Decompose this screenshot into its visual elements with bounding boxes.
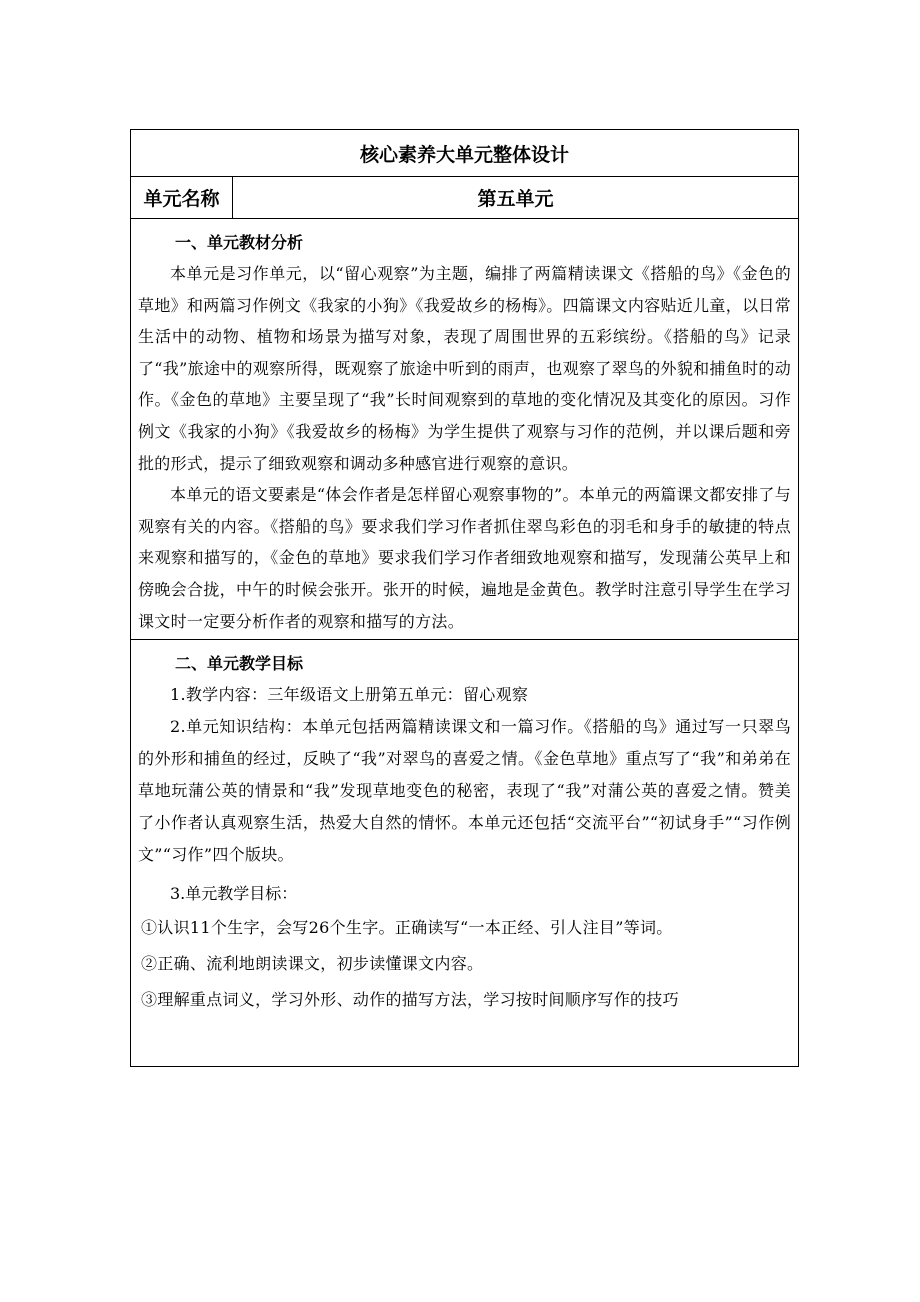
analysis-cell xyxy=(131,219,799,640)
section-heading-analysis: 一、单元教材分析 xyxy=(175,233,304,252)
goals-cell xyxy=(131,640,799,1067)
analysis-row xyxy=(131,219,799,640)
goals-row xyxy=(131,640,799,1067)
analysis-paragraph-2: 本单元的语文要素是“体会作者是怎样留心观察事物的”。本单元的两篇课文都安排了与观察有关的内容。《搭船的鸟》要求我们学习作者抓住翠鸟彩色的羽毛和身手的敏捷的特点来观察和描写的，《金色的草地》要求我们学习作者细致地观察和描写，发现蒲公英早上和傍晚会合拢，中午的时候会张开。张开的时候，遍地是金黄色。教学时注意引导学生在学习课文时一定要分析作者的观察和描写的方法。 xyxy=(138,485,792,631)
section-heading-goals: 二、单元教学目标 xyxy=(175,654,304,674)
unit-row xyxy=(131,177,799,219)
goal-item-1: ①认识11个生字，会写26个生字。正确读写“一本正经、引人注目”等词。 xyxy=(141,917,673,937)
design-table xyxy=(130,129,799,1067)
unit-name-value: 第五单元 xyxy=(233,177,799,219)
teaching-content-item: 1.教学内容：三年级语文上册第五单元：留心观察 xyxy=(170,685,529,705)
table-title: 核心素养大单元整体设计 xyxy=(131,130,799,177)
goal-item-2: ②正确、流利地朗读课文，初步读懂课文内容。 xyxy=(141,953,484,973)
title-row xyxy=(131,130,799,177)
unit-name-label: 单元名称 xyxy=(131,177,233,219)
teaching-goals-label: 3.单元教学目标： xyxy=(170,883,298,903)
analysis-paragraph-1: 本单元是习作单元，以“留心观察”为主题，编排了两篇精读课文《搭船的鸟》《金色的草地》和两篇习作例文《我家的小狗》《我爱故乡的杨梅》。四篇课文内容贴近儿童，以日常生活中的动物、植物和场景为描写对象，表现了周围世界的五彩缤纷。《搭船的鸟》记录了“我”旅途中的观察所得，既观察了旅途中听到的雨声，也观察了翠鸟的外貌和捕鱼时的动作。《金色的草地》主要呈现了“我”长时间观察到的草地的变化情况及其变化的原因。习作例文《我家的小狗》《我爱故乡的杨梅》为学生提供了观察与习作的范例，并以课后题和旁批的形式，提示了细致观察和调动多种感官进行观察的意识。 xyxy=(138,264,792,473)
knowledge-structure-item: 2.单元知识结构：本单元包括两篇精读课文和一篇习作。《搭船的鸟》通过写一只翠鸟的外形和捕鱼的经过，反映了“我”对翠鸟的喜爱之情。《金色草地》重点写了“我”和弟弟在草地玩蒲公英的情景和“我”发现草地变色的秘密，表现了“我”对蒲公英的喜爱之情。赞美了小作者认真观察生活，热爱大自然的情怀。本单元还包括“交流平台”“初试身手”“习作例文”“习作”四个版块。 xyxy=(138,716,792,864)
goal-item-3: ③理解重点词义，学习外形、动作的描写方法，学习按时间顺序写作的技巧 xyxy=(141,989,679,1009)
